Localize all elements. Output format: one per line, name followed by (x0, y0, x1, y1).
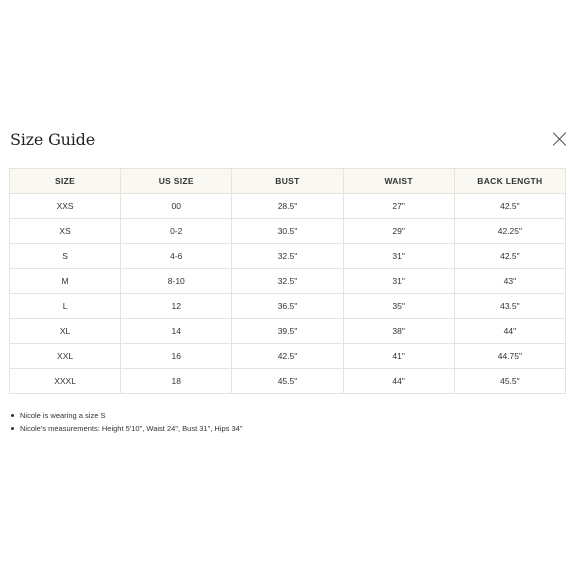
cell-us-size: 0-2 (121, 219, 232, 244)
cell-bust: 42.5" (232, 344, 343, 369)
cell-bust: 39.5" (232, 319, 343, 344)
table-header-row (10, 169, 566, 194)
cell-back-length: 42.5" (454, 194, 565, 219)
column-header-bust: BUST (232, 169, 343, 194)
cell-size: XXXL (10, 369, 121, 394)
close-icon[interactable] (552, 131, 568, 147)
cell-size: XS (10, 219, 121, 244)
cell-us-size: 4-6 (121, 244, 232, 269)
cell-bust: 32.5" (232, 244, 343, 269)
cell-us-size: 12 (121, 294, 232, 319)
column-header-size: SIZE (10, 169, 121, 194)
column-header-waist: WAIST (343, 169, 454, 194)
cell-waist: 27" (343, 194, 454, 219)
cell-back-length: 44" (454, 319, 565, 344)
cell-waist: 41" (343, 344, 454, 369)
size-table (9, 168, 566, 394)
cell-waist: 31" (343, 269, 454, 294)
cell-us-size: 16 (121, 344, 232, 369)
cell-size: S (10, 244, 121, 269)
cell-waist: 29" (343, 219, 454, 244)
cell-waist: 44" (343, 369, 454, 394)
cell-size: L (10, 294, 121, 319)
cell-us-size: 18 (121, 369, 232, 394)
cell-size: XL (10, 319, 121, 344)
table-row (10, 369, 566, 394)
table-row (10, 269, 566, 294)
table-row (10, 319, 566, 344)
cell-waist: 35" (343, 294, 454, 319)
cell-back-length: 43" (454, 269, 565, 294)
cell-bust: 45.5" (232, 369, 343, 394)
cell-bust: 30.5" (232, 219, 343, 244)
cell-bust: 32.5" (232, 269, 343, 294)
cell-us-size: 00 (121, 194, 232, 219)
cell-us-size: 8-10 (121, 269, 232, 294)
table-row (10, 244, 566, 269)
column-header-back-length: BACK LENGTH (454, 169, 565, 194)
cell-back-length: 43.5" (454, 294, 565, 319)
model-notes (10, 409, 243, 435)
cell-size: M (10, 269, 121, 294)
table-row (10, 294, 566, 319)
list-item: Nicole is wearing a size S (10, 409, 243, 422)
cell-waist: 31" (343, 244, 454, 269)
cell-size: XXS (10, 194, 121, 219)
table-row (10, 219, 566, 244)
column-header-us-size: US SIZE (121, 169, 232, 194)
table-row (10, 194, 566, 219)
cell-size: XXL (10, 344, 121, 369)
modal-title: Size Guide (10, 130, 95, 149)
cell-bust: 36.5" (232, 294, 343, 319)
cell-back-length: 42.25" (454, 219, 565, 244)
cell-back-length: 44.75" (454, 344, 565, 369)
cell-back-length: 42.5" (454, 244, 565, 269)
list-item: Nicole's measurements: Height 5'10", Waist 24", Bust 31", Hips 34" (10, 422, 243, 435)
cell-us-size: 14 (121, 319, 232, 344)
table-row (10, 344, 566, 369)
cell-bust: 28.5" (232, 194, 343, 219)
cell-waist: 38" (343, 319, 454, 344)
cell-back-length: 45.5" (454, 369, 565, 394)
